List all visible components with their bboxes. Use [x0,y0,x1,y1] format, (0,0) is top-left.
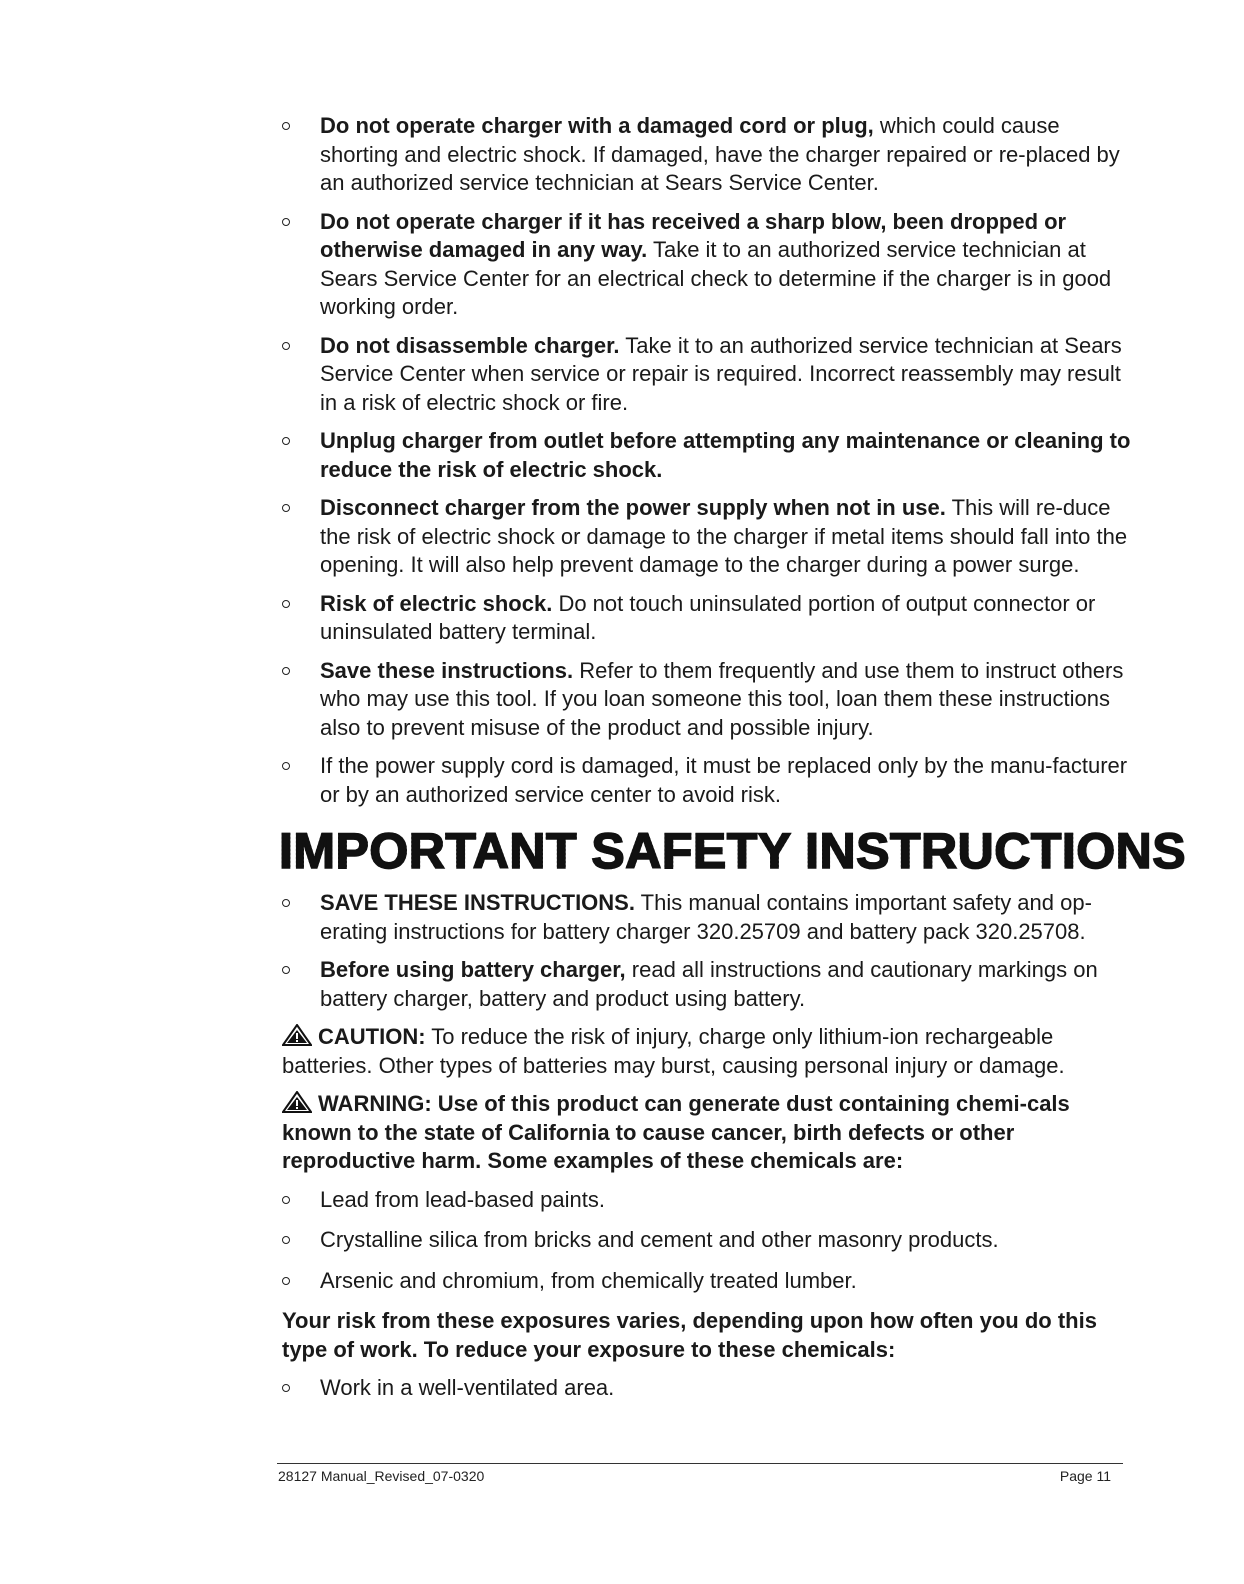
item-text: Take it to an authorized service technician at Sears Service Center for an electrical check to determine if the charger is in good working order. [320,237,1112,319]
item-bold: Do not disassemble charger. [320,332,620,358]
bullet-icon [282,600,290,608]
list-item [282,1374,1137,1403]
item-text: Arsenic and chromium, from chemically treated lumber. [320,1267,857,1293]
bullet-icon [282,1277,290,1285]
item-bold: Before using battery charger, [320,957,626,982]
chemicals-list [282,1186,1137,1296]
reduce-exposure-list [282,1374,1137,1403]
list-item [282,889,1137,946]
item-bold: Risk of electric shock. [320,590,553,616]
caution-paragraph [282,1023,1137,1080]
list-item [282,1226,1137,1255]
item-text: Work in a well-ventilated area. [320,1375,615,1400]
item-bold: Save these instructions. [320,657,574,683]
list-item [282,956,1137,1013]
item-bold: SAVE THESE INSTRUCTIONS. [320,890,635,915]
page-footer [277,1463,1123,1484]
item-text: which could cause shorting and electric shock. If damaged, have the charger repaired or re-placed by an authorized service technician at Sears Service Center. [320,113,1120,195]
page-number: Page 11 [1059,1468,1111,1484]
item-bold: Do not operate charger with a damaged cord or plug, [320,113,874,138]
bullet-icon [282,966,290,974]
item-text: Do not touch uninsulated portion of output connector or uninsulated battery terminal. [320,590,1096,644]
bullet-icon [282,762,290,770]
item-text: Crystalline silica from bricks and cement and other masonry products. [320,1227,999,1252]
warning-triangle-icon [282,1091,312,1113]
bullet-icon [282,1196,290,1204]
bullet-icon [282,1236,290,1244]
caution-text: To reduce the risk of injury, charge only lithium-ion rechargeable batteries. Other types of batteries may burst, causing personal injury or damage. [282,1024,1065,1078]
bullet-icon [282,437,290,445]
list-item [282,112,1137,198]
list-item [282,427,1137,484]
section-heading: IMPORTANT SAFETY INSTRUCTIONS [279,823,1187,879]
bullet-icon [282,1384,290,1392]
bullet-icon [282,899,290,907]
list-item [282,657,1137,743]
item-text: Lead from lead-based paints. [320,1186,605,1212]
item-text: If the power supply cord is damaged, it must be replaced only by the manu-facturer or by an authorized service center to avoid risk. [320,753,1128,807]
risk-paragraph: Your risk from these exposures varies, depending upon how often you do this type of work. To reduce your exposure to these chemicals: [282,1308,1097,1362]
bullet-icon [282,218,290,226]
instructions-list [282,889,1137,1013]
list-item [282,590,1137,647]
bullet-icon [282,667,290,675]
caution-label: CAUTION: [318,1024,426,1049]
warning-paragraph [282,1090,1137,1176]
page-content [279,112,1187,1415]
document-id: 28127 Manual_Revised_07-0320 [278,1468,485,1484]
list-item [282,1267,1137,1296]
item-bold: Do not operate charger if it has received a sharp blow, been dropped or otherwise damaged in any way. [320,208,1067,262]
list-item [282,332,1137,418]
warning-label: WARNING: [318,1091,432,1116]
list-item [282,1186,1137,1215]
list-item [282,208,1137,322]
item-text: This manual contains important safety and op-erating instructions for battery charger 320.25709 and battery pack 320.25708. [320,890,1092,944]
item-text: Refer to them frequently and use them to instruct others who may use this tool. If you loan someone this tool, loan them these instructions also to prevent misuse of the product and possible injury. [320,657,1124,740]
list-item [282,494,1137,580]
bullet-icon [282,342,290,350]
item-bold: Unplug charger from outlet before attempting any maintenance or cleaning to reduce the risk of electric shock. [320,428,1131,482]
bullet-icon [282,504,290,512]
charger-safety-list [282,112,1137,809]
item-bold: Disconnect charger from the power supply when not in use. [320,495,946,520]
item-text: read all instructions and cautionary markings on battery charger, battery and product using battery. [320,957,1098,1011]
warning-text: Use of this product can generate dust containing chemi-cals known to the state of California to cause cancer, birth defects or other reproductive harm. Some examples of these chemicals are: [282,1091,1070,1173]
warning-triangle-icon [282,1024,312,1046]
bullet-icon [282,122,290,130]
list-item [282,752,1137,809]
item-text: This will re-duce the risk of electric shock or damage to the charger if metal items should fall into the opening. It will also help prevent damage to the charger during a power surge. [320,495,1128,577]
item-text: Take it to an authorized service technician at Sears Service Center when service or repair is required. Incorrect reassembly may result in a risk of electric shock or fire. [320,332,1122,415]
